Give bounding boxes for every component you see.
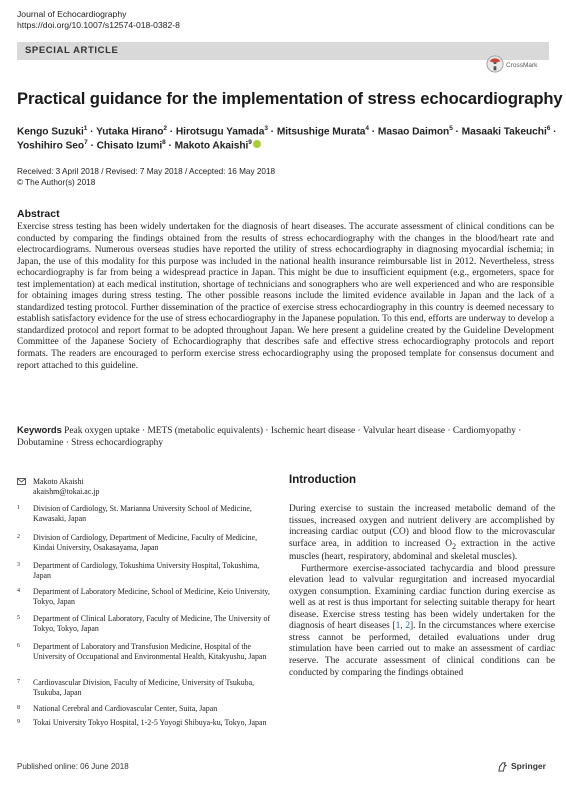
affiliation-number: 2 xyxy=(17,534,20,540)
affiliation-number: 3 xyxy=(17,562,20,568)
publisher-name: Springer xyxy=(511,761,546,771)
keywords-label: Keywords xyxy=(17,424,62,435)
abstract-heading: Abstract xyxy=(17,208,60,220)
citation-separator: , xyxy=(400,621,406,632)
author-name[interactable]: Masaaki Takeuchi xyxy=(461,126,547,138)
affiliation-text: Tokai University Tokyo Hospital, 1-2-5 Yoyogi Shibuya-ku, Tokyo, Japan xyxy=(33,718,267,727)
crossmark-icon xyxy=(486,55,504,73)
paragraph-text: During exercise to sustain the increased metabolic demand of the tissues, increased oxygen and nutrient delivery are accomplished by increasing cardiac output (CO) and blood flow to the microvascular surface area, in addition to increased O xyxy=(289,504,555,549)
author-affiliation-ref: 7 xyxy=(84,139,88,146)
introduction-paragraph xyxy=(289,564,555,679)
author-list-continued: Yoshihiro Seo$^7$ · Chisato Izumi$^8$ · Makoto Akaishi$^9$ xyxy=(17,139,261,151)
author-affiliation-ref: 2 xyxy=(163,125,167,132)
affiliation-text: Department of Laboratory and Transfusion Medicine, Hospital of the University of Occupational and Environmental Health, Kitakyushu, Japan xyxy=(33,642,267,662)
author-name[interactable]: Hirotsugu Yamada xyxy=(175,126,265,138)
introduction-body xyxy=(289,504,555,679)
springer-horse-icon xyxy=(497,761,508,772)
corresponding-author-name: Makoto Akaishi xyxy=(33,477,84,486)
orcid-icon[interactable] xyxy=(253,140,261,148)
abstract-text: Exercise stress testing has been widely undertaken for the diagnosis of heart diseases. The accurate assessment of clinical conditions can be conducted by comparing the findings obtained from the results of stress echocardiography with the changes in the blood/heart rate and electrocardiograms. Numerous overseas studies have reported the utility of stress echocardiography in diagnosing myocardial ischemia; in Japan, the use of this modality for this purpose was included in the national health insurance reimbursable list in 2012. Nevertheless, stress echocardiography is far from being a widespread practice in Japan. This might be due to insufficient equipment (e.g., ergometers, space for test implementation) at each medical institution, shortage of technicians and sonographers who are well experienced and who are responsible for obtaining images during stress testing. The other possible reasons include the limited evidence available in Japan and the lack of a standardized testing protocol. Further dissemination of the practice of exercise stress echocardiography in this country is deemed necessary to establish satisfactory evidence for the use of stress echocardiography in the Japanese population. To this end, efforts are underway to develop a standardized protocol and report format to be adopted throughout Japan. We here present a guideline created by the Guideline Development Committee of the Japanese Society of Echocardiography that describes safe and effective stress echocardiography protocols and report formats. The readers are encouraged to perform exercise stress echocardiography using the proposed template for consensus document and report attached to this guideline. xyxy=(17,222,554,371)
affiliation-number: 5 xyxy=(17,615,20,621)
envelope-icon xyxy=(17,478,26,485)
affiliation-number: 4 xyxy=(17,588,20,594)
doi-link[interactable]: https://doi.org/10.1007/s12574-018-0382-8 xyxy=(17,20,180,30)
author-affiliation-ref: 5 xyxy=(449,125,453,132)
affiliation-number: 9 xyxy=(17,719,20,725)
article-title: Practical guidance for the implementation of stress echocardiography xyxy=(17,89,563,108)
affiliation-text: Division of Cardiology, St. Marianna University School of Medicine, Kawasaki, Japan xyxy=(33,504,252,524)
article-type-bar xyxy=(17,42,549,60)
crossmark-label: CrossMark xyxy=(506,62,538,69)
affiliation-text: Cardiovascular Division, Faculty of Medicine, University of Tsukuba, Tsukuba, Japan xyxy=(33,678,255,698)
paragraph-text: ]. In the circumstances where exercise stress cannot be performed, detailed evaluations under drug stimulation have been carried out to make an assessment of cardiac reserve. The accurate assessment of clinical conditions can be conducted by comparing the findings obtained xyxy=(289,621,555,678)
author-affiliation-ref: 1 xyxy=(83,125,88,132)
author-affiliation-ref: 8 xyxy=(162,139,166,146)
introduction-paragraph xyxy=(289,504,555,564)
author-name[interactable]: Chisato Izumi xyxy=(96,140,163,152)
author-name[interactable]: Makoto Akaishi xyxy=(174,140,249,152)
author-affiliation-ref: 4 xyxy=(365,125,369,132)
keywords xyxy=(17,424,554,449)
published-date: Published online: 06 June 2018 xyxy=(17,762,129,771)
affiliation-text: Division of Cardiology, Department of Medicine, Faculty of Medicine, Kindai University, Osakasayama, Japan xyxy=(33,533,258,553)
paragraph-text: extraction in the active muscles (heart, respiratory, abdominal and skeletal muscles). xyxy=(289,538,555,563)
author-name[interactable]: Mitsushige Murata xyxy=(276,126,366,138)
introduction-heading: Introduction xyxy=(289,474,357,486)
publisher-logo xyxy=(497,760,557,774)
affiliation-number: 8 xyxy=(17,705,20,711)
keywords-list: Peak oxygen uptake · METS (metabolic equivalents) · Ischemic heart disease · Valvular heart disease · Cardiomyopathy · Dobutamine · Stress echocardiography xyxy=(17,426,522,448)
citation-link[interactable]: 1 xyxy=(395,621,401,632)
author-affiliation-ref: 3 xyxy=(264,125,268,132)
subscript: 2 xyxy=(452,541,456,551)
article-type-label: SPECIAL ARTICLE xyxy=(25,45,119,56)
affiliation-text: Department of Laboratory Medicine, School of Medicine, Keio University, Tokyo, Japan xyxy=(33,587,270,607)
paragraph-text: Furthermore exercise-associated tachycardia and blood pressure elevation lead to valvular regurgitation and increased myocardial oxygen consumption. Examining cardiac function during exercise as well as at rest is thus important for selecting suitable therapy for heart disease. Exercise stress testing has been widely undertaken for the diagnosis of heart diseases [ xyxy=(289,563,555,632)
author-name[interactable]: Yutaka Hirano xyxy=(96,126,164,138)
author-name[interactable]: Yoshihiro Seo xyxy=(17,140,85,152)
affiliation-number: 7 xyxy=(17,679,20,685)
affiliation-text: Department of Cardiology, Tokushima University Hospital, Tokushima, Japan xyxy=(33,561,260,581)
article-dates: Received: 3 April 2018 / Revised: 7 May 2018 / Accepted: 16 May 2018 xyxy=(17,167,276,176)
author-affiliation-ref: 6 xyxy=(546,125,551,132)
copyright-notice: © The Author(s) 2018 xyxy=(17,178,96,187)
journal-name: Journal of Echocardiography xyxy=(17,9,127,19)
author-name[interactable]: Masao Daimon xyxy=(377,126,450,138)
affiliation-number: 1 xyxy=(17,505,20,511)
citation-link[interactable]: 2 xyxy=(405,621,411,632)
affiliation-text: National Cerebral and Cardiovascular Center, Suita, Japan xyxy=(33,704,218,713)
affiliation-number: 6 xyxy=(17,643,20,649)
affiliation-text: Department of Clinical Laboratory, Faculty of Medicine, The University of Tokyo, Tokyo, Japan xyxy=(33,614,271,634)
author-name[interactable]: Kengo Suzuki xyxy=(17,126,84,138)
author-affiliation-ref: 9 xyxy=(248,139,252,146)
author-list: Kengo Suzuki$^1$ · Yutaka Hirano$^2$ · Hirotsugu Yamada$^3$ · Mitsushige Murata$^4$ · Masao Daimon$^5$ · Masaaki Takeuchi$^6$ · xyxy=(17,125,557,138)
crossmark-badge[interactable] xyxy=(482,55,552,81)
corresponding-author-email[interactable]: akaishm@tokai.ac.jp xyxy=(33,487,100,496)
